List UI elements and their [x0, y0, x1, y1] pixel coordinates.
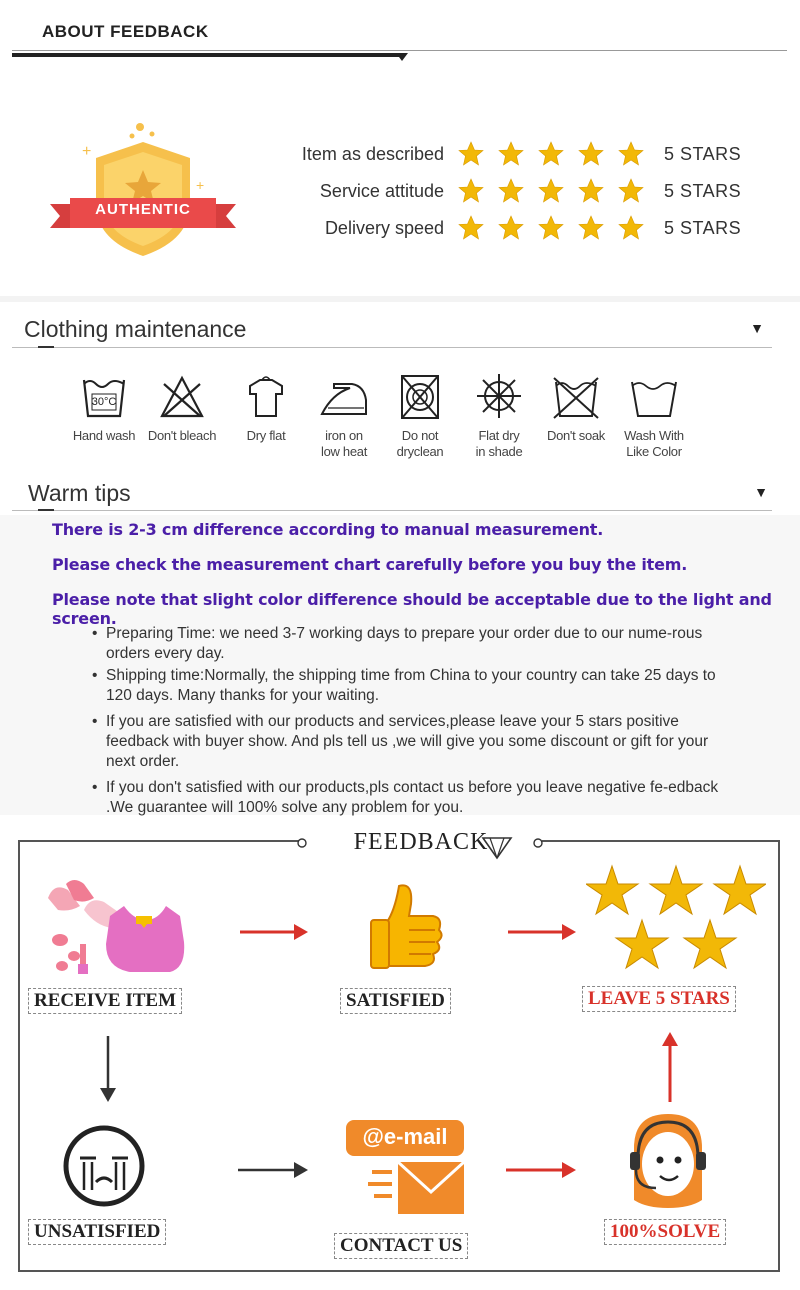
- care-flat-dry-shade: [459, 372, 539, 460]
- clothing-maintenance-header[interactable]: [12, 312, 772, 352]
- star-icon: [618, 178, 644, 204]
- section-title: Warm tips: [28, 480, 131, 506]
- care-hand-wash: [64, 372, 144, 444]
- no-soak-icon: [550, 372, 602, 422]
- authentic-shield-icon: [40, 112, 250, 262]
- rating-label: Service attitude: [319, 180, 444, 201]
- star-icon: [538, 215, 564, 241]
- no-bleach-icon: [156, 372, 208, 422]
- star-icon: [538, 178, 564, 204]
- rating-row-service-attitude: [260, 175, 780, 207]
- flat-dry-shade-icon: [473, 372, 525, 422]
- care-wash-like-color: [614, 372, 694, 460]
- tip-highlight: There is 2-3 cm difference according to manual measurement.: [52, 520, 604, 539]
- about-feedback-title: ABOUT FEEDBACK: [42, 22, 209, 41]
- rating-stars: [458, 141, 644, 167]
- email-badge-text: @e-mail: [362, 1124, 448, 1149]
- right-arrow-icon: [236, 1160, 310, 1180]
- star-icon: [458, 178, 484, 204]
- care-label: Dry flat: [246, 428, 286, 443]
- rating-row-delivery-speed: [260, 212, 780, 244]
- star-icon: [538, 141, 564, 167]
- tip-highlight: Please note that slight color difference should be acceptable due to the light and screen.: [52, 590, 772, 628]
- care-label: Hand wash: [72, 428, 136, 443]
- tip-bullet-text: If you are satisfied with our products and services,please leave your 5 stars positive feedback with buyer show. And pls tell us ,we will give you some discount or gift for your next order.: [106, 713, 709, 770]
- email-badge: [346, 1120, 464, 1156]
- care-label: Don't bleach: [147, 428, 217, 443]
- tip-bullet-text: If you don't satisfied with our products,pls contact us before you leave negative fe-edback .We guarantee will 100% solve any problem for you.: [106, 779, 719, 816]
- tip-bullet-text: Shipping time:Normally, the shipping time from China to your country can take 25 days to 120 days. Many thanks for your waiting.: [106, 667, 716, 704]
- satisfied-label: SATISFIED: [340, 988, 451, 1014]
- feedback-title-text: FEEDBACK: [353, 829, 489, 855]
- star-icon: [618, 215, 644, 241]
- header-accent-tip: [396, 53, 408, 61]
- crying-face-icon: [60, 1124, 148, 1208]
- tip-bullet: • If you are satisfied with our products and services,please leave your 5 stars positive feedback with buyer show. And pls tell us ,we will give you some discount or gift for your next order.: [92, 712, 732, 772]
- star-icon: [498, 178, 524, 204]
- no-dryclean-icon: [394, 372, 446, 422]
- five-stars-icon: [586, 864, 766, 976]
- rating-label: Delivery speed: [324, 217, 444, 238]
- star-icon: [498, 141, 524, 167]
- section-underline: [38, 346, 54, 348]
- wash-like-color-icon: [628, 372, 680, 422]
- leave-5-stars-label: LEAVE 5 STARS: [582, 986, 736, 1012]
- dropdown-arrow-icon[interactable]: ▼: [750, 320, 764, 336]
- solve-label: 100%SOLVE: [604, 1219, 726, 1245]
- section-underline: [38, 509, 54, 511]
- right-arrow-icon: [504, 1160, 578, 1180]
- title-dot-icon: [296, 837, 308, 849]
- tip-bullet-text: Preparing Time: we need 3-7 working days to prepare your order due to our nume-rous orders every day.: [106, 625, 703, 662]
- care-label: Do not dryclean: [396, 428, 444, 459]
- receive-item-icon: [40, 876, 200, 986]
- support-agent-icon: [620, 1108, 716, 1212]
- header-accent-bar: [12, 53, 402, 57]
- header-divider: [12, 50, 787, 51]
- diamond-icon: [480, 834, 514, 862]
- dry-flat-icon: [240, 372, 292, 422]
- rating-value: 5 STARS: [664, 143, 742, 164]
- rating-label: Item as described: [301, 143, 444, 164]
- authentic-badge: [40, 112, 250, 262]
- right-arrow-icon: [238, 922, 310, 942]
- tip-bullet: • If you don't satisfied with our products,pls contact us before you leave negative fe-edback .We guarantee will 100% solve any problem for you.: [92, 778, 732, 818]
- authentic-label: AUTHENTIC: [95, 201, 191, 218]
- care-dry-flat: [226, 372, 306, 444]
- receive-item-label: RECEIVE ITEM: [28, 988, 182, 1014]
- contact-us-label: CONTACT US: [334, 1233, 468, 1259]
- title-dot-icon: [532, 837, 544, 849]
- svg-text:+: +: [196, 177, 205, 193]
- section-rule: [12, 510, 772, 511]
- tip-highlight: Please check the measurement chart carefully before you buy the item.: [52, 555, 688, 574]
- rating-value: 5 STARS: [664, 180, 742, 201]
- dropdown-arrow-icon[interactable]: ▼: [754, 484, 768, 500]
- care-no-soak: [536, 372, 616, 444]
- star-icon: [578, 178, 604, 204]
- section-title: Clothing maintenance: [24, 316, 247, 342]
- star-icon: [618, 141, 644, 167]
- warm-tips-header[interactable]: [12, 476, 772, 514]
- star-icon: [498, 215, 524, 241]
- star-icon: [458, 215, 484, 241]
- unsatisfied-label: UNSATISFIED: [28, 1219, 166, 1245]
- rating-value: 5 STARS: [664, 217, 742, 238]
- care-label: Don't soak: [546, 428, 605, 443]
- tip-bullet: • Shipping time:Normally, the shipping time from China to your country can take 25 days to 120 days. Many thanks for your waiting.: [92, 666, 732, 706]
- care-no-dryclean: [380, 372, 460, 460]
- star-icon: [578, 141, 604, 167]
- care-no-bleach: [142, 372, 222, 444]
- care-iron-low: [304, 372, 384, 460]
- care-label: iron on low heat: [320, 428, 368, 459]
- down-arrow-icon: [98, 1034, 118, 1104]
- svg-text:+: +: [82, 143, 92, 160]
- wash-temperature: 30°C: [91, 396, 117, 408]
- thumbs-up-icon: [365, 880, 445, 980]
- rating-stars: [458, 215, 644, 241]
- section-rule: [12, 347, 772, 348]
- care-label: Wash With Like Color: [624, 428, 684, 459]
- star-icon: [458, 141, 484, 167]
- rating-row-item-described: [260, 138, 780, 170]
- rating-stars: [458, 178, 644, 204]
- right-arrow-icon: [506, 922, 578, 942]
- tip-bullet: • Preparing Time: we need 3-7 working days to prepare your order due to our nume-rous orders every day.: [92, 624, 732, 664]
- care-label: Flat dry in shade: [475, 428, 523, 459]
- up-arrow-icon: [660, 1030, 680, 1104]
- envelope-icon: [368, 1160, 468, 1222]
- star-icon: [578, 215, 604, 241]
- section-separator: [0, 296, 800, 302]
- iron-low-icon: [318, 372, 370, 422]
